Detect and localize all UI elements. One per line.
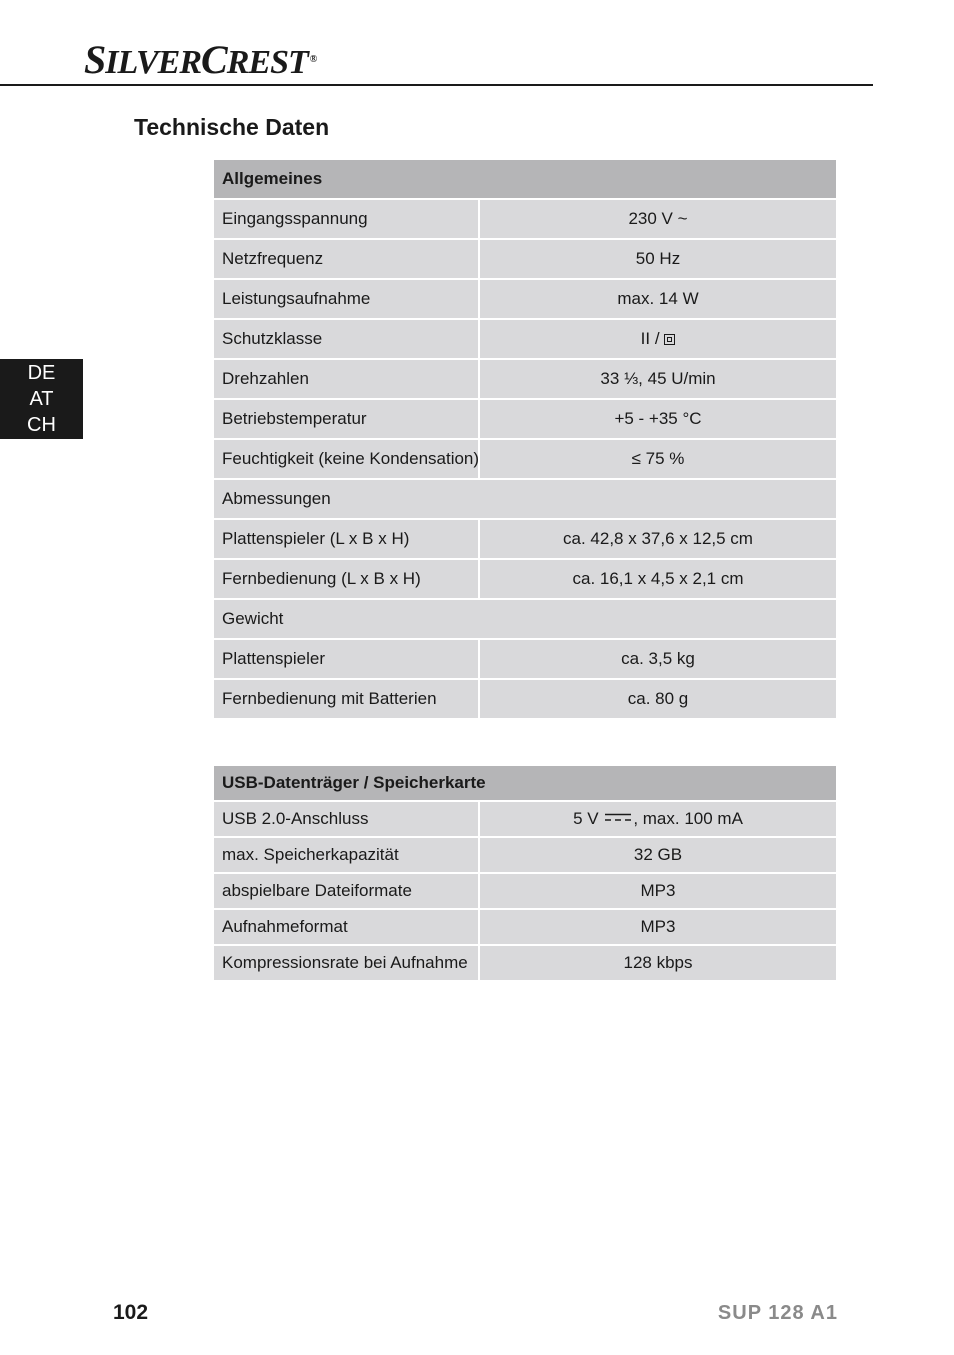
spec-value: +5 - +35 °C: [479, 399, 837, 439]
spec-value: 128 kbps: [479, 945, 837, 981]
spec-label: abspielbare Dateiformate: [213, 873, 479, 909]
table-row: [213, 239, 837, 279]
table-row: [213, 639, 837, 679]
spec-label: Eingangsspannung: [213, 199, 479, 239]
spec-label: Drehzahlen: [213, 359, 479, 399]
page-title: Technische Daten: [134, 114, 330, 140]
table-row: [213, 873, 837, 909]
direct-current-icon: [605, 813, 631, 822]
table-row: [213, 279, 837, 319]
language-ch: CH: [27, 414, 56, 436]
spec-label: Kompressionsrate bei Aufnahme: [213, 945, 479, 981]
model-number: SUP 128 A1: [717, 1302, 838, 1324]
table-header-row: [213, 765, 837, 801]
table-header: Allgemeines: [213, 159, 837, 199]
table-section-row: [213, 599, 837, 639]
spec-label: Leistungsaufnahme: [213, 279, 479, 319]
general-specs-table: [212, 158, 838, 720]
page-number: 102: [113, 1301, 149, 1324]
table-row: [213, 319, 837, 359]
table-row: [213, 801, 837, 837]
spec-value: II /: [479, 319, 837, 359]
section-label: Gewicht: [213, 599, 837, 639]
table-row: [213, 837, 837, 873]
spec-value: 5 V , max. 100 mA: [479, 801, 837, 837]
language-tab: [0, 359, 83, 439]
usb-specs-table: [212, 764, 838, 982]
language-de: DE: [27, 362, 56, 384]
table-row: [213, 559, 837, 599]
spec-value: MP3: [479, 909, 837, 945]
spec-value: MP3: [479, 873, 837, 909]
spec-value: 32 GB: [479, 837, 837, 873]
spec-label: Betriebstemperatur: [213, 399, 479, 439]
spec-label: Feuchtigkeit (keine Kondensation): [213, 439, 479, 479]
spec-value: ≤ 75 %: [479, 439, 837, 479]
spec-label: Fernbedienung (L x B x H): [213, 559, 479, 599]
spec-label: USB 2.0-Anschluss: [213, 801, 479, 837]
spec-label: Schutzklasse: [213, 319, 479, 359]
table-row: [213, 679, 837, 719]
table-row: [213, 439, 837, 479]
table-row: [213, 909, 837, 945]
spec-value: 230 V ~: [479, 199, 837, 239]
table-row: [213, 519, 837, 559]
table-header-row: [213, 159, 837, 199]
table-section-row: [213, 479, 837, 519]
spec-value: ca. 16,1 x 4,5 x 2,1 cm: [479, 559, 837, 599]
spec-value: max. 14 W: [479, 279, 837, 319]
spec-label: Netzfrequenz: [213, 239, 479, 279]
spec-value: ca. 42,8 x 37,6 x 12,5 cm: [479, 519, 837, 559]
language-at: AT: [29, 388, 54, 410]
spec-value: 33 ⅓, 45 U/min: [479, 359, 837, 399]
section-label: Abmessungen: [213, 479, 837, 519]
table-row: [213, 199, 837, 239]
spec-value: 50 Hz: [479, 239, 837, 279]
spec-label: Plattenspieler: [213, 639, 479, 679]
table-header: USB-Datenträger / Speicherkarte: [213, 765, 837, 801]
silvercrest-logo: SILVERCREST ®: [84, 37, 317, 82]
table-row: [213, 945, 837, 981]
spec-label: Plattenspieler (L x B x H): [213, 519, 479, 559]
spec-label: max. Speicherkapazität: [213, 837, 479, 873]
spec-value: ca. 80 g: [479, 679, 837, 719]
header-rule: [0, 84, 873, 86]
protection-class-ii-icon: [664, 334, 675, 345]
spec-label: Aufnahmeformat: [213, 909, 479, 945]
spec-label: Fernbedienung mit Batterien: [213, 679, 479, 719]
spec-value: ca. 3,5 kg: [479, 639, 837, 679]
table-row: [213, 359, 837, 399]
table-row: [213, 399, 837, 439]
